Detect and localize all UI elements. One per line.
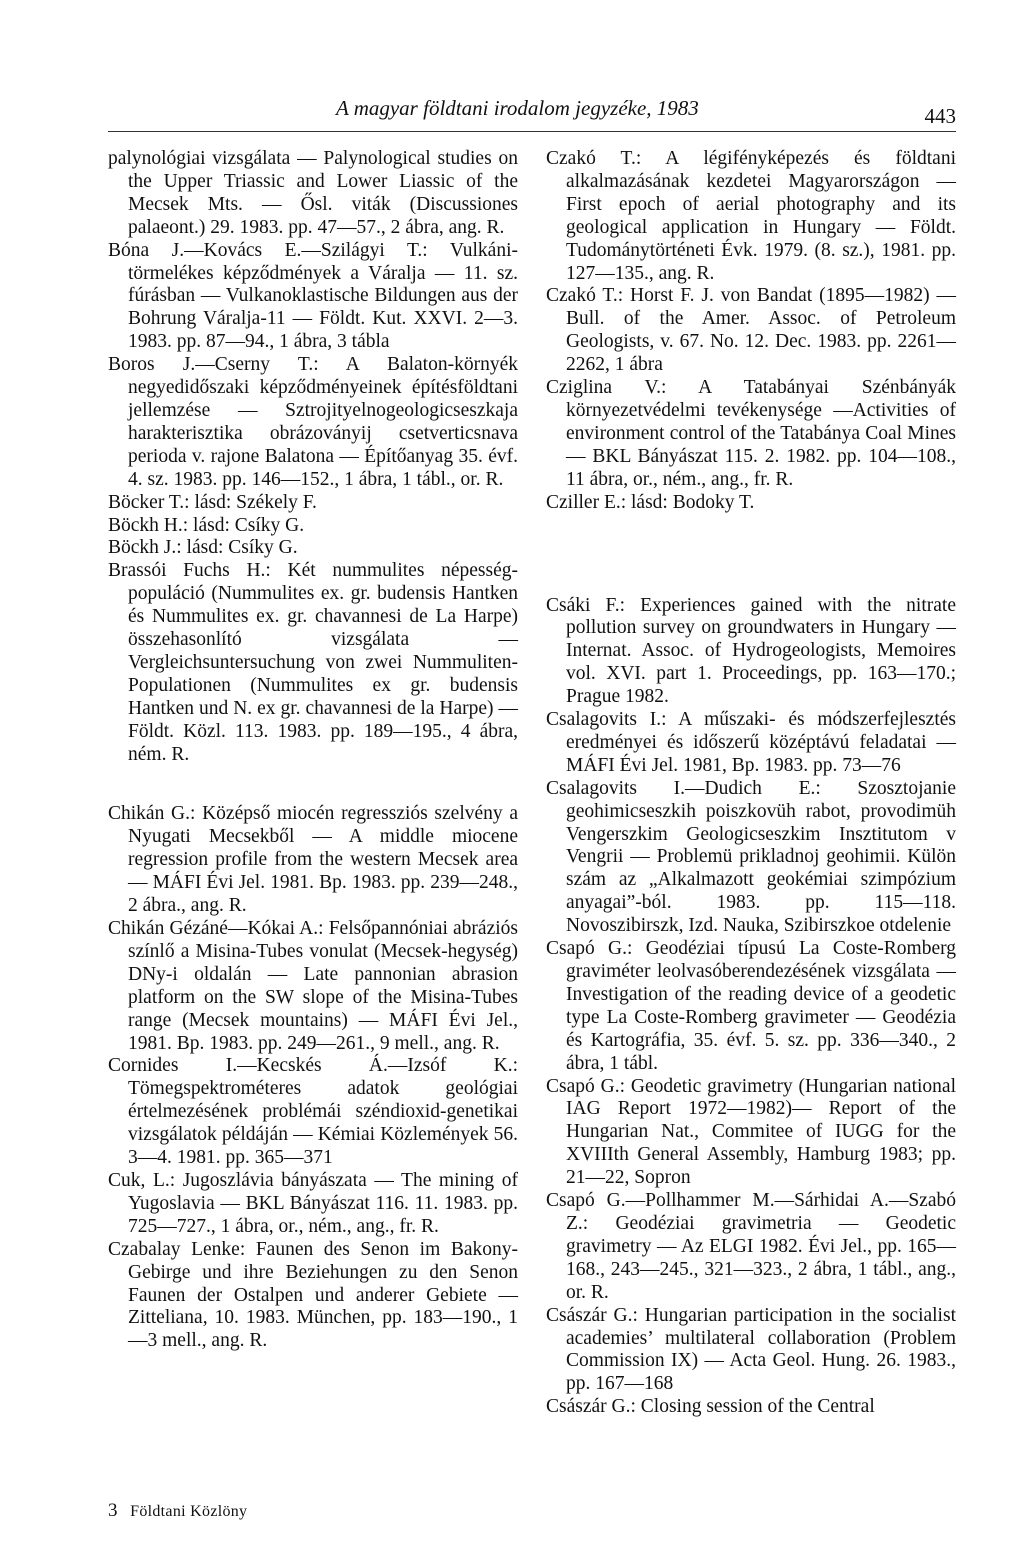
bibliography-entry: Cziglina V.: A Tatabányai Szénbányák környezetvédelmi tevékenysége —Activities of environment control of the Tatabánya Coal Mines — BKL Bányászat 115. 2. 1982. pp. 104—108., 11 ábra, or., ném., ang., fr. R. [546,377,956,490]
running-header-title: A magyar földtani irodalom jegyzéke, 1983 [336,96,699,120]
bibliography-entry: Csalagovits I.—Dudich E.: Szosztojanie geohimicseszkih poiszkovüh rabot, provodimüh Vengerszkim Geologicseszkim Insztitutom v Vengrii — Problemü prikladnoj geohimii. Külön szám az „Alkalmazott geokémiai szimpózium anyagai”-ból. 1983. pp. 115—118. Novoszibirszk, Izd. Nauka, Szibirszkoe otdelenie [546,777,956,937]
bibliography-entry: Cornides I.—Kecskés Á.—Izsóf K.: Tömegspektrométeres adatok geológiai értelmezésének problémái széndioxid-genetikai vizsgálatok példáján — Kémiai Közlemények 56. 3—4. 1981. pp. 365—371 [108,1055,518,1169]
bibliography-entry: Bóna J.—Kovács E.—Szilágyi T.: Vulkáni-törmelékes képződmények a Váralja — 11. sz. fúrásban — Vulkanoklastische Bildungen aus der Bohrung Váralja-11 — Földt. Kut. XXVI. 2—3. 1983. pp. 87—94., 1 ábra, 3 tábla [108,239,518,353]
left-column [108,148,518,1353]
bibliography-entry: palynológiai vizsgálata — Palynological studies on the Upper Triassic and Lower Liassic of the Mecsek Mts. — Ősl. viták (Discussiones palaeont.) 29. 1983. pp. 47—57., 2 ábra, ang. R. [108,148,518,238]
footer-journal-name: Földtani Közlöny [130,1503,248,1520]
bibliography-entry: Chikán G.: Középső miocén regressziós szelvény a Nyugati Mecsekből — A middle miocene regression profile from the western Mecsek area — MÁFI Évi Jel. 1981. Bp. 1983. pp. 239—248., 2 ábra., ang. R. [108,803,518,917]
header-rule [108,131,956,132]
bibliography-entry: Csapó G.—Pollhammer M.—Sárhidai A.—Szabó Z.: Geodéziai gravimetria — Geodetic gravimetry — Az ELGI 1982. Évi Jel., pp. 165—168., 243—245., 321—323., 2 ábra, 1 tábl., ang., or. R. [546,1190,956,1303]
bibliography-entry: Csapó G.: Geodetic gravimetry (Hungarian national IAG Report 1972—1982)— Report of the Hungarian Nat., Commitee of IUGG for the XVIIIth General Assembly, Hamburg 1983; pp. 21—22, Sopron [546,1075,956,1189]
bibliography-entry: Cuk, L.: Jugoszlávia bányászata — The mining of Yugoslavia — BKL Bányászat 116. 11. 1983. pp. 725—727., 1 ábra, or., ném., ang., fr. R. [108,1169,518,1237]
bibliography-entry: Csalagovits I.: A műszaki- és módszerfejlesztés eredményei és időszerű középtávú feladatai — MÁFI Évi Jel. 1981, Bp. 1983. pp. 73—76 [546,709,956,776]
right-column [546,148,956,1419]
bibliography-entry: Császár G.: Closing session of the Central [546,1396,875,1418]
bibliography-entry: Czabalay Lenke: Faunen des Senon im Bakony-Gebirge und ihre Beziehungen zu den Senon Faunen der Ostalpen und anderer Gebiete — Zitteliana, 10. 1983. München, pp. 183—190., 1—3 mell., ang. R. [108,1238,518,1352]
bibliography-entry: Csáki F.: Experiences gained with the nitrate pollution survey on groundwaters in Hungary — Internat. Assoc. of Hydrogeologists, Memoires vol. XVI. part 1. Proceedings, pp. 163—170.; Prague 1982. [546,594,956,708]
bibliography-entry: Böckh H.: lásd: Csíky G. [108,514,305,536]
page-footer [108,1500,247,1522]
bibliography-entry: Császár G.: Hungarian participation in the socialist academies’ multilateral collaboration (Problem Commission IX) — Acta Geol. Hung. 26. 1983., pp. 167—168 [546,1304,956,1395]
section-gap [546,515,956,595]
bibliography-entry: Brassói Fuchs H.: Két nummulites népesség-populáció (Nummulites ex. gr. budensis Hantken és Nummulites ex. gr. chavannesi de La Harpe) összehasonlító vizsgálata — Vergleichsuntersuchung von zwei Nummuliten-Populationen (Nummulites ex gr. budensis Hantken und N. ex gr. chavannesi de la Harpe) — Földt. Közl. 113. 1983. pp. 189—195., 4 ábra, ném. R. [108,560,518,765]
bibliography-entry: Cziller E.: lásd: Bodoky T. [546,491,755,513]
section-gap [108,766,518,803]
page-number: 443 [924,104,956,128]
bibliography-entry: Czakó T.: A légifényképezés és földtani alkalmazásának kezdetei Magyarországon — First epoch of aerial photography and its geological application in Hungary — Földt. Tudománytörténeti Évk. 1979. (8. sz.), 1981. pp. 127—135., ang. R. [546,148,956,284]
bibliography-entry: Czakó T.: Horst F. J. von Bandat (1895—1982) — Bull. of the Amer. Assoc. of Petroleum Geologists, v. 67. No. 12. Dec. 1983. pp. 2261—2262, 1 ábra [546,285,956,376]
bibliography-entry: Boros J.—Cserny T.: A Balaton-környék negyedidőszaki képződményeinek építésföldtani jellemzése — Sztrojityelnogeologicseszkaja harakterisztika obrázoványij csetverticsnava perioda v. rajone Balatona — Építőanyag 35. évf. 4. sz. 1983. pp. 146—152., 1 ábra, 1 tábl., or. R. [108,354,518,490]
bibliography-entry: Böckh J.: lásd: Csíky G. [108,537,298,559]
footer-signature-number: 3 [108,1500,118,1521]
bibliography-entry: Csapó G.: Geodéziai típusú La Coste-Romberg graviméter leolvasóberendezésének vizsgálata — Investigation of the reading device of a geodetic type La Coste-Romberg gravimeter — Geodézia és Kartográfia, 35. évf. 5. sz. pp. 336—340., 2 ábra, 1 tábl. [546,938,956,1074]
bibliography-entry: Böcker T.: lásd: Székely F. [108,491,317,513]
bibliography-entry: Chikán Gézáné—Kókai A.: Felsőpannóniai abráziós színlő a Misina-Tubes vonulat (Mecsek-hegység) DNy-i oldalán — Late pannonian abrasion platform on the SW slope of the Misina-Tubes range (Mecsek mountains) — MÁFI Évi Jel., 1981. Bp. 1983. pp. 249—261., 9 mell., ang. R. [108,918,518,1054]
